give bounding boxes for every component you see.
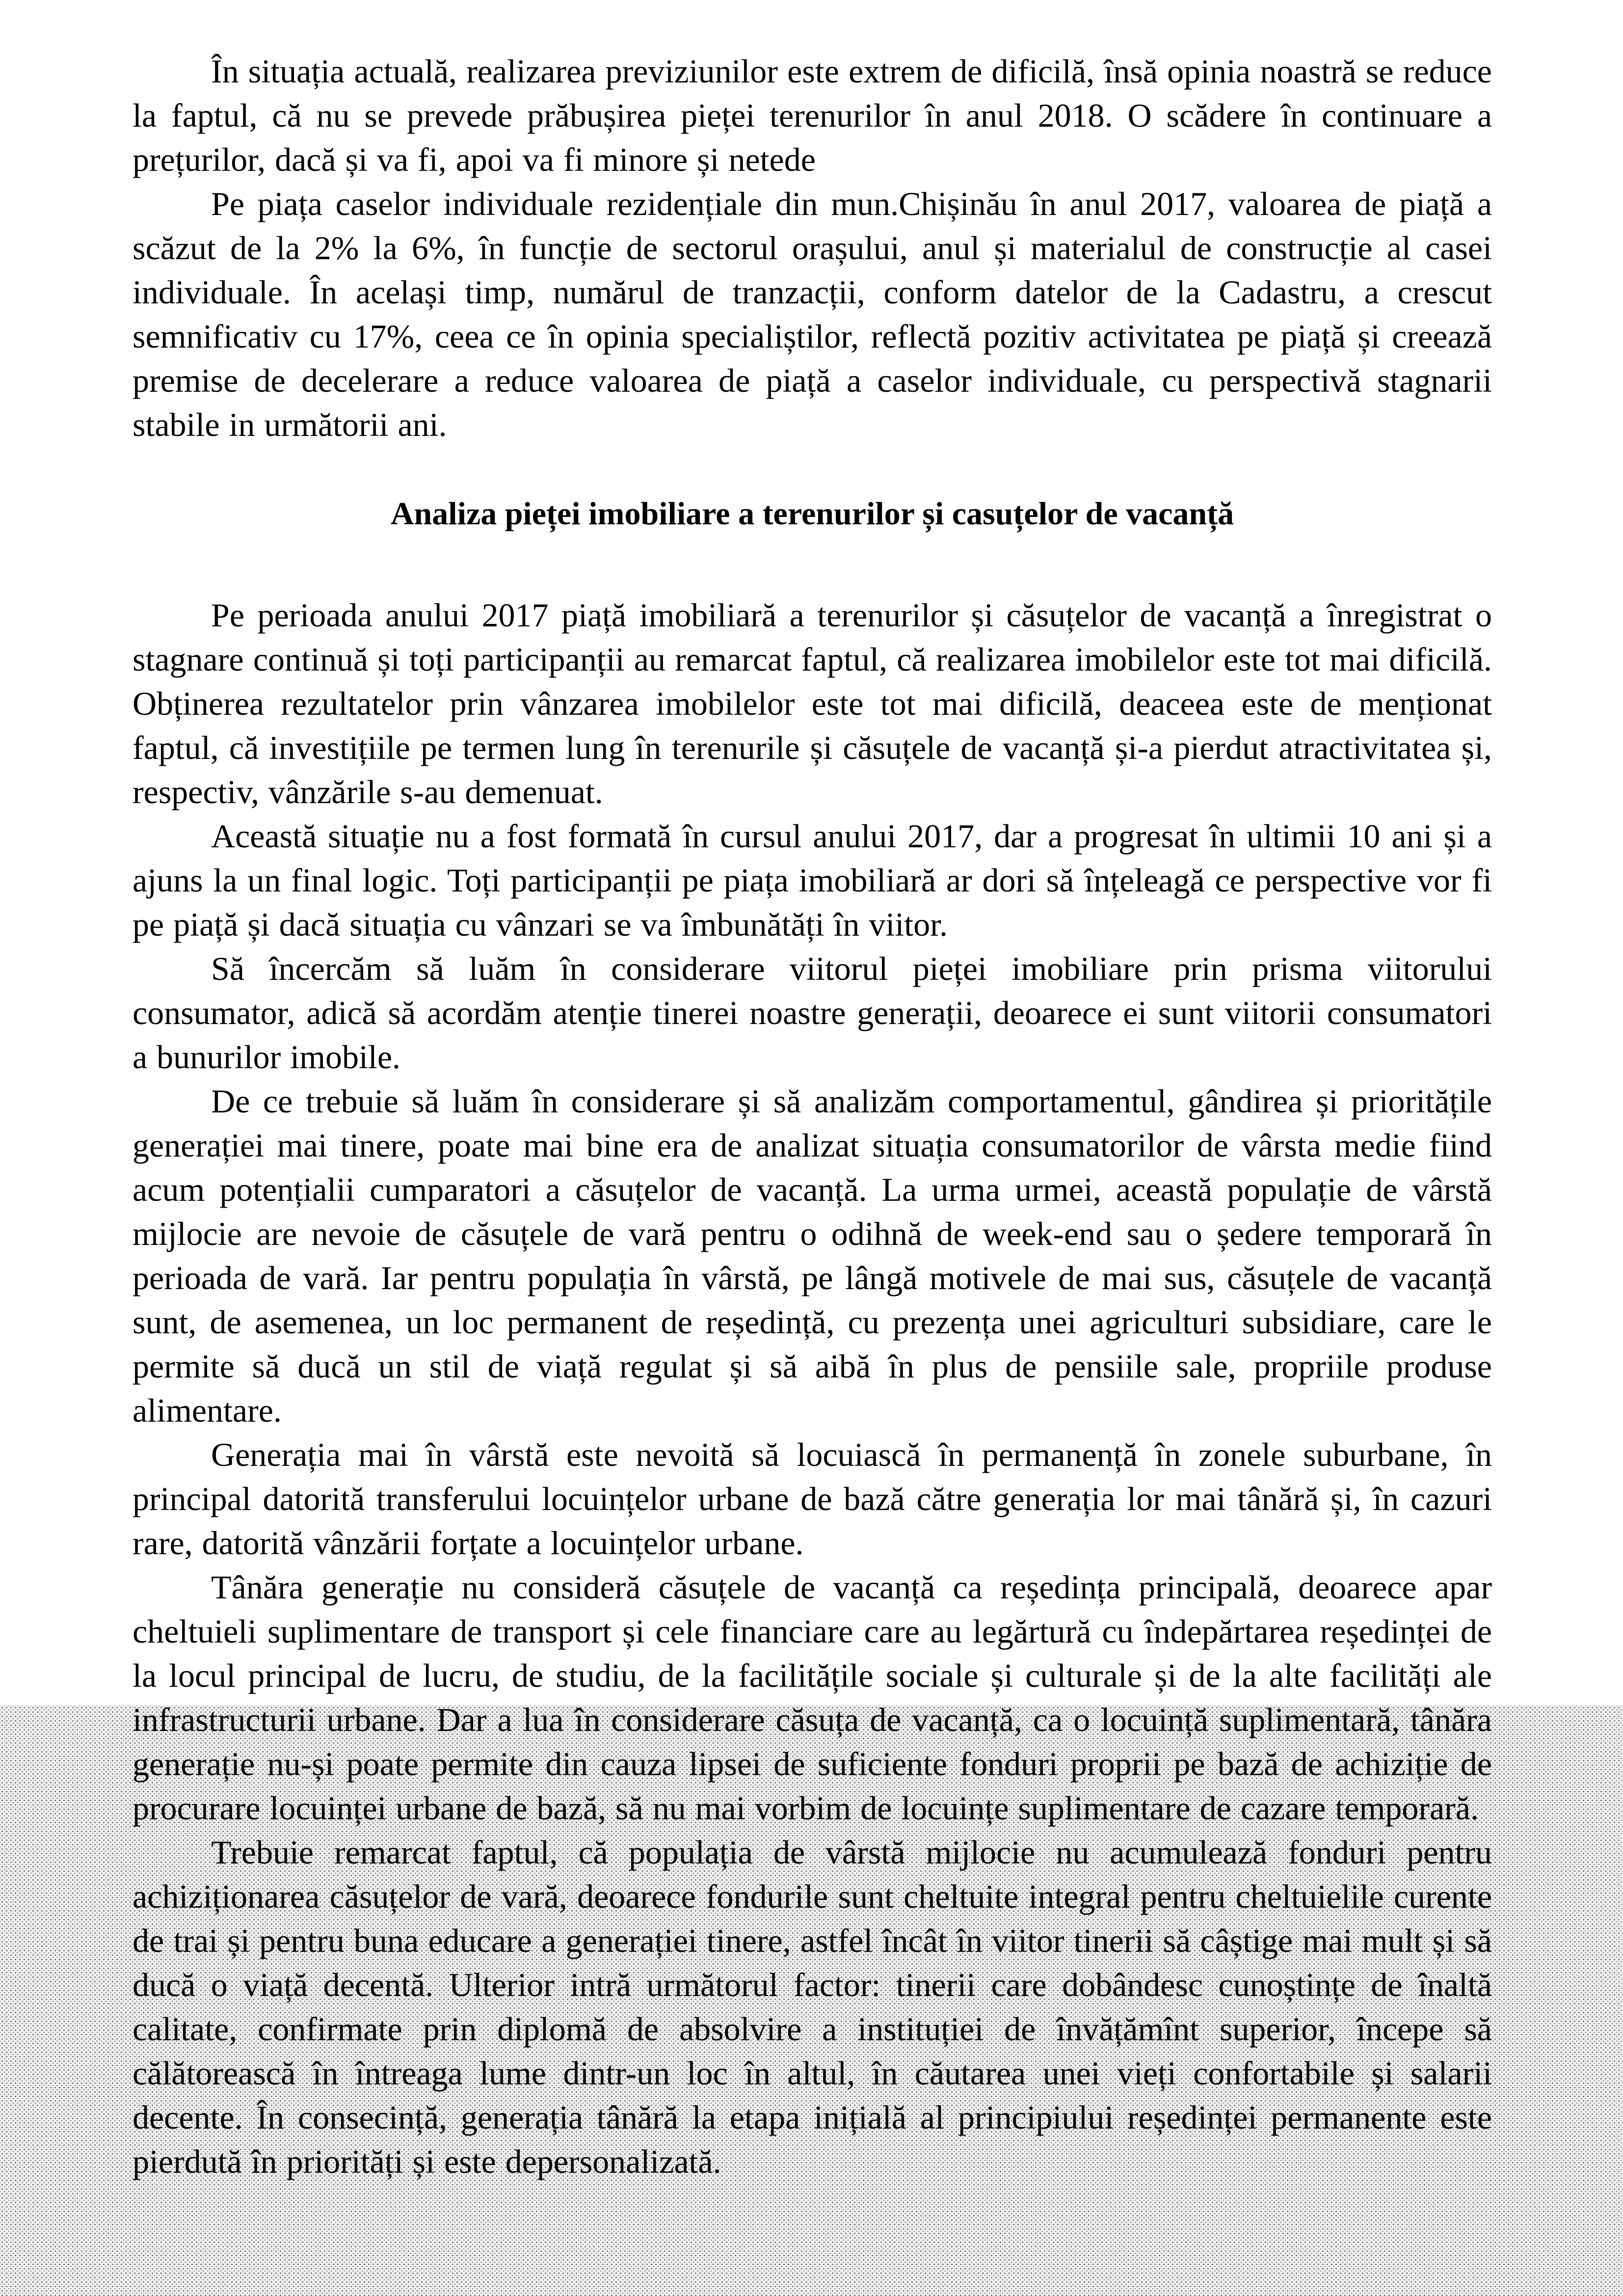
paragraph: Tânăra generație nu consideră căsuțele de vacanță ca reședința principală, deoarece apar cheltuieli suplimentare de transport și cele financiare care au legărtură cu îndepărtarea reședinței de la locul principal de lucru, de studiu, de la facilitățile sociale și culturale și de la alte facilități ale infrastructurii urbane. Dar a lua în considerare căsuța de vacanță, ca o locuință suplimentară, tânăra generație nu-și poate permite din cauza lipsei de suficiente fonduri proprii pe bază de achiziție de procurare locuinței urbane de bază, să nu mai vorbim de locuințe suplimentare de cazare temporară. (133, 1568, 1492, 1827)
paragraph: Generația mai în vârstă este nevoită să locuiască în permanență în zonele suburbane, în principal datorită transferului locuințelor urbane de bază către generația lor mai tânără și, în cazuri rare, datorită vânzării forțate a locuințelor urbane. (133, 1436, 1492, 1562)
section-heading: Analiza pieței imobiliare a terenurilor și casuțelor de vacanță (390, 496, 1234, 532)
paragraph: Pe perioada anului 2017 piață imobiliară a terenurilor și căsuțelor de vacanță a înregistrat o stagnare continuă și toți participanții au remarcat faptul, că realizarea imobilelor este tot mai dificilă. Obținerea rezultatelor prin vânzarea imobilelor este tot mai dificilă, deaceea este de menționat faptul, că investițiile pe termen lung în terenurile și căsuțele de vacanță și-a pierdut atractivitatea și, respectiv, vânzările s-au demenuat. (133, 596, 1492, 810)
paragraph: Trebuie remarcat faptul, că populația de vârstă mijlocie nu acumulează fonduri pentru achiziționarea căsuțelor de vară, deoarece fondurile sunt cheltuite integral pentru cheltuielile curente de trai și pentru buna educare a generației tinere, astfel încât în viitor tinerii să câștige mai mult și să ducă o viață decentă. Ulterior intră următorul factor: tinerii care dobândesc cunoștințe de înaltă calitate, confirmate prin diplomă de absolvire a instituției de învățămînt superior, începe să călătorească în întreaga lume dintr-un loc în altul, în căutarea unei vieți confortabile și salarii decente. În consecință, generația tânără la etapa inițială al principiului reședinței permanente este pierdută în priorități și este depersonalizată. (133, 1834, 1492, 2180)
paragraph: Această situație nu a fost formată în cursul anului 2017, dar a progresat în ultimii 10 ani și a ajuns la un final logic. Toți participanții pe piața imobiliară ar dori să înțeleagă ce perspective vor fi pe piață și dacă situația cu vânzari se va îmbunătăți în viitor. (133, 817, 1492, 943)
paragraph: De ce trebuie să luăm în considerare și să analizăm comportamentul, gândirea și prioritățile generației mai tinere, poate mai bine era de analizat situația consumatorilor de vârsta medie fiind acum potențialii cumparatori a căsuțelor de vacanță. La urma urmei, această populație de vârstă mijlocie are nevoie de căsuțele de vară pentru o odihnă de week-end sau o ședere temporară în perioada de vară. Iar pentru populația în vârstă, pe lângă motivele de mai sus, căsuțele de vacanță sunt, de asemenea, un loc permanent de reședință, cu prezența unei agriculturi subsidiare, care le permite să ducă un stil de viață regulat și să aibă în plus de pensiile sale, propriile produse alimentare. (133, 1082, 1492, 1429)
paragraph: Pe piața caselor individuale rezidențiale din mun.Chișinău în anul 2017, valoarea de piață a scăzut de la 2% la 6%, în funcție de sectorul orașului, anul și materialul de construcție al casei individuale. În același timp, numărul de tranzacții, conform datelor de la Cadastru, a crescut semnificativ cu 17%, ceea ce în opinia specialiștilor, reflectă pozitiv activitatea pe piață și creează premise de decelerare a reduce valoarea de piață a caselor individuale, cu perspectivă stagnarii stabile in următorii ani. (133, 185, 1492, 443)
paragraph: În situația actuală, realizarea previziunilor este extrem de dificilă, însă opinia noastră se reduce la faptul, că nu se prevede prăbușirea pieței terenurilor în anul 2018. O scădere în continuare a prețurilor, dacă și va fi, apoi va fi minore și netede (133, 53, 1492, 178)
paragraph: Să încercăm să luăm în considerare viitorul pieței imobiliare prin prisma viitorului consumator, adică să acordăm atenție tinerei noastre generații, deoarece ei sunt viitorii consumatori a bunurilor imobile. (133, 950, 1492, 1076)
